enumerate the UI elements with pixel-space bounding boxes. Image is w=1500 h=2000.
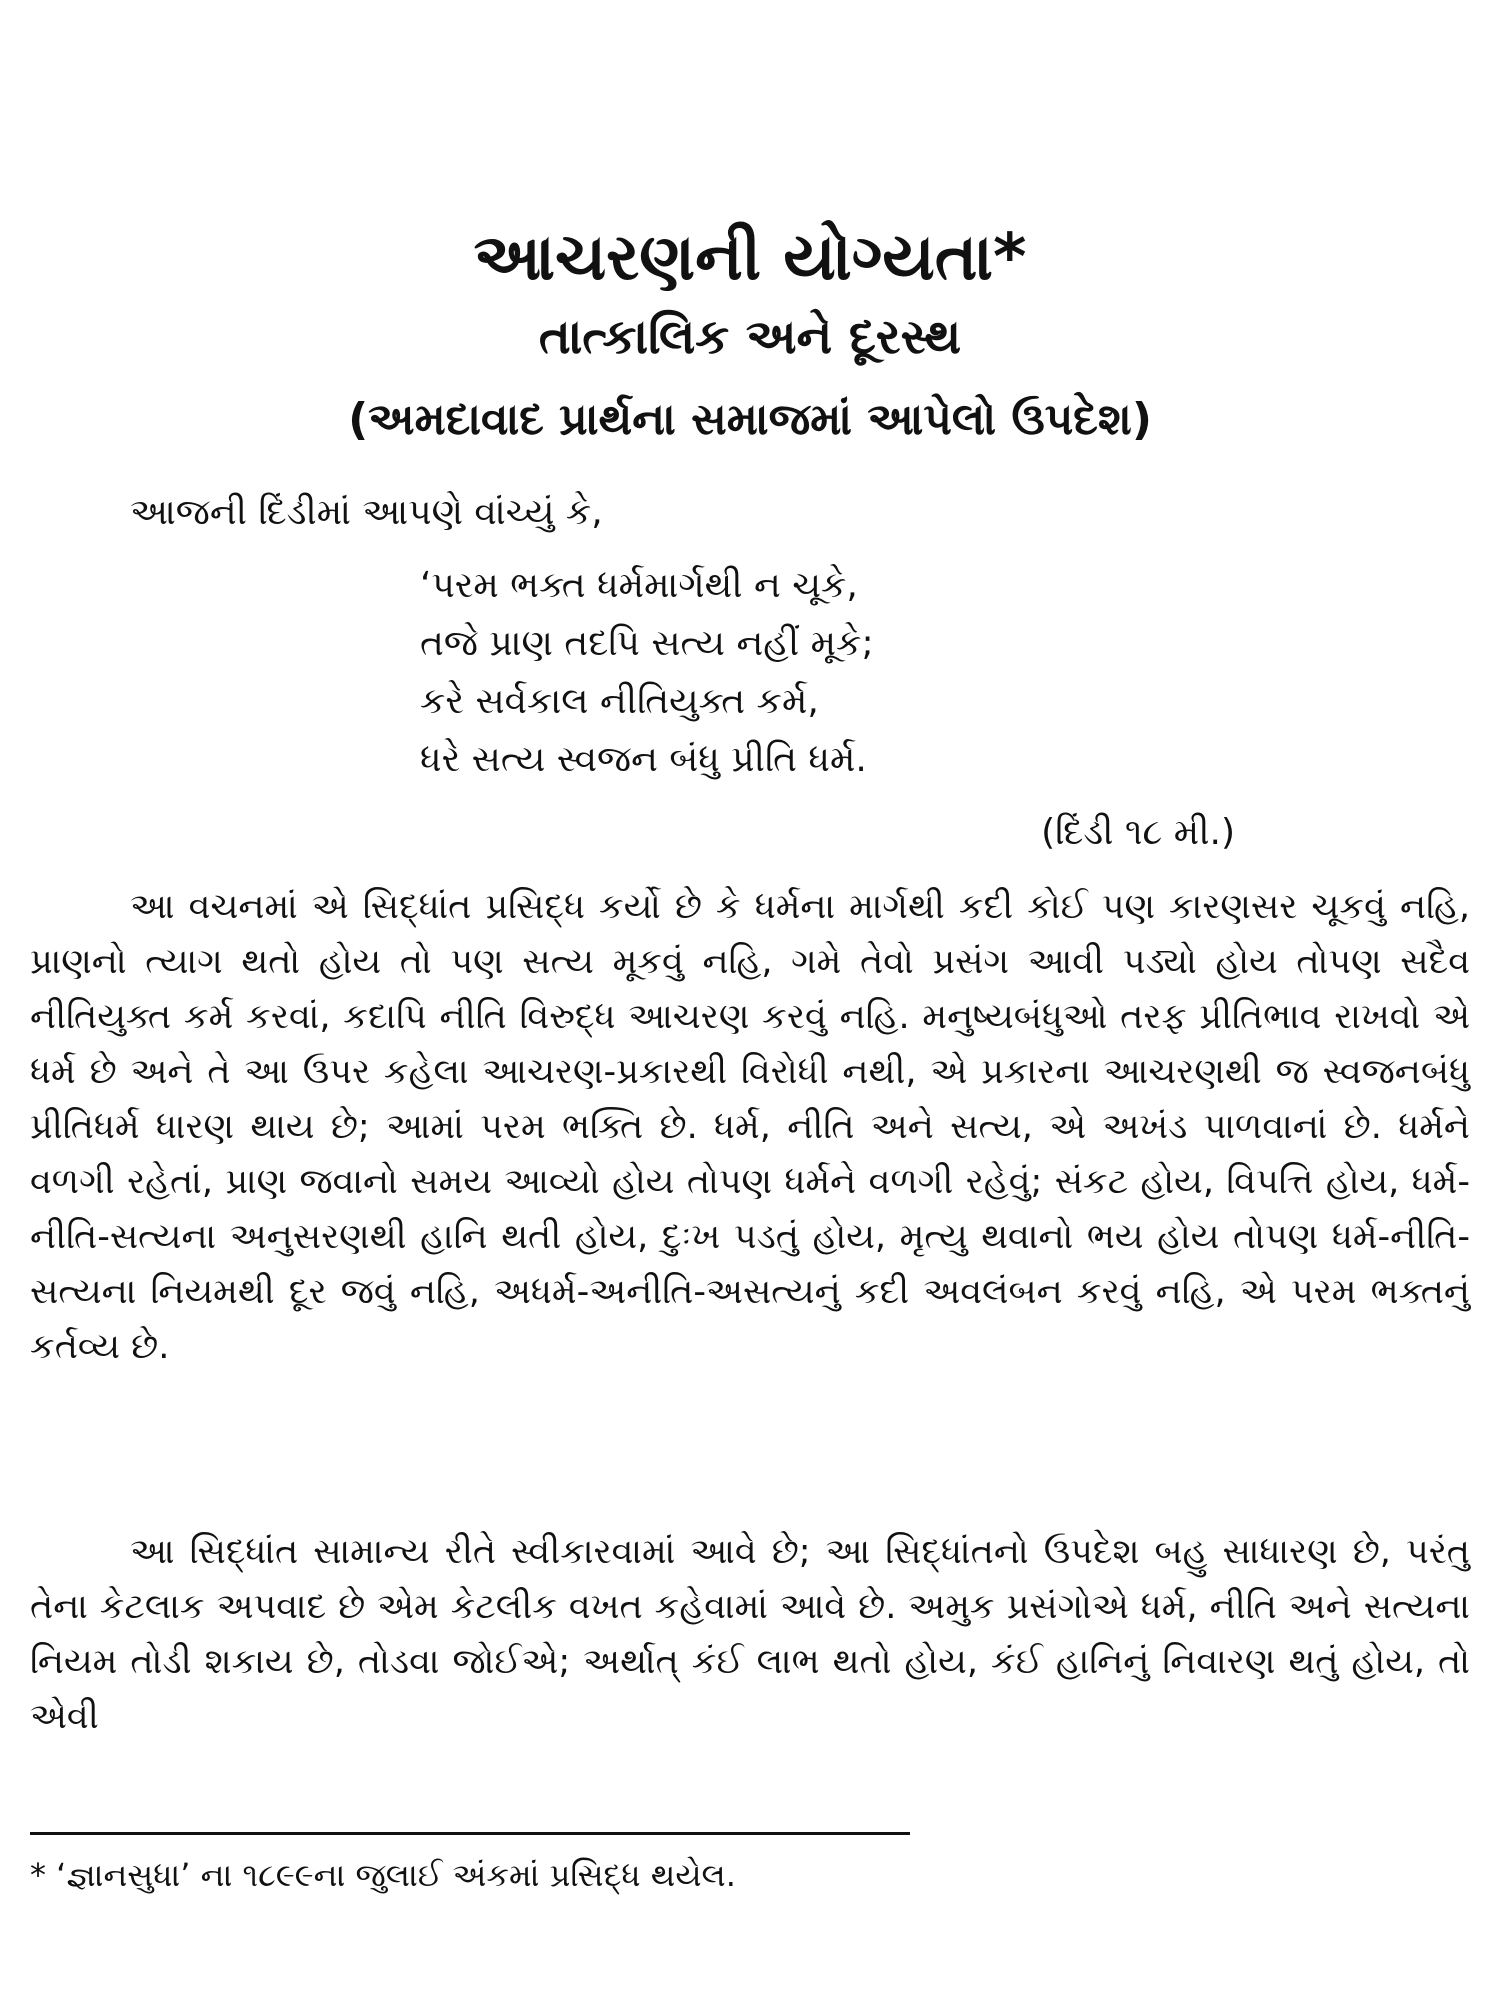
verse-citation: (દિંડી ૧૮ મી.) xyxy=(1041,812,1235,853)
occasion-line: (અમદાવાદ પ્રાર્થના સમાજમાં આપેલો ઉપદેશ) xyxy=(348,394,1152,445)
page-title: આચરણની યોગ્યતા* xyxy=(473,221,1027,295)
intro-line: આજની દિંડીમાં આપણે વાંચ્યું કે, xyxy=(130,492,603,533)
footnote-divider xyxy=(30,1832,910,1835)
verse-line: તજે પ્રાણ તદપિ સત્ય નહીં મૂકે; xyxy=(420,623,874,664)
page-subtitle: તાત્કાલિક અને દૂરસ્થ xyxy=(538,309,962,365)
body-paragraph: આ વચનમાં એ સિદ્ધાંત પ્રસિદ્ધ કર્યો છે કે ધર્મના માર્ગથી કદી કોઈ પણ કારણસર ચૂકવું નહિ, પ્રાણનો ત્યાગ થતો હોય તો પણ સત્ય મૂકવું નહિ, ગમે તેવો પ્રસંગ આવી પડ્યો હોય તોપણ સદૈવ નીતિયુક્ત કર્મ કરવાં, કદાપિ નીતિ વિરુદ્ધ આચરણ કરવું નહિ. મનુષ્યબંધુઓ તરફ પ્રીતિભાવ રાખવો એ ધર્મ છે અને તે આ ઉપર કહેલા આચરણ-પ્રકારથી વિરોધી નથી, એ પ્રકારના આચરણથી જ સ્વજનબંધુ પ્રીતિધર્મ ધારણ થાય છે; આમાં પરમ ભક્તિ છે. ધર્મ, નીતિ અને સત્ય, એ અખંડ પાળવાનાં છે. ધર્મને વળગી રહેતાં, પ્રાણ જવાનો સમય આવ્યો હોય તોપણ ધર્મને વળગી રહેવું; સંકટ હોય, વિપત્તિ હોય, ધર્મ-નીતિ-સત્યના અનુસરણથી હાનિ થતી હોય, દુઃખ પડતું હોય, મૃત્યુ થવાનો ભય હોય તોપણ ધર્મ-નીતિ-સત્યના નિયમથી દૂર જવું નહિ, અધર્મ-અનીતિ-અસત્યનું કદી અવલંબન કરવું નહિ, એ પરમ ભક્તનું કર્તવ્ય છે. xyxy=(30,887,1470,1367)
verse-block xyxy=(420,557,874,789)
document-page xyxy=(30,0,1470,2000)
verse-line: ‘પરમ ભક્ત ધર્મમાર્ગથી ન ચૂકે, xyxy=(420,565,858,606)
body-paragraph: આ સિદ્ધાંત સામાન્ય રીતે સ્વીકારવામાં આવે છે; આ સિદ્ધાંતનો ઉપદેશ બહુ સાધારણ છે, પરંતુ તેના કેટલાક અપવાદ છે એમ કેટલીક વખત કહેવામાં આવે છે. અમુક પ્રસંગોએ ધર્મ, નીતિ અને સત્યના નિયમ તોડી શકાય છે, તોડવા જોઈએ; અર્થાત્ કંઈ લાભ થતો હોય, કંઈ હાનિનું નિવારણ થતું હોય, તો એવી xyxy=(30,1532,1470,1737)
verse-line: ધરે સત્ય સ્વજન બંધુ પ્રીતિ ધર્મ. xyxy=(420,739,867,780)
footnote: * ‘જ્ઞાનસુધા’ ના ૧૮૯૯ના જુલાઈ અંકમાં પ્રસિદ્ધ થયેલ. xyxy=(30,1856,736,1894)
verse-line: કરે સર્વકાલ નીતિયુક્ત કર્મ, xyxy=(420,681,819,722)
